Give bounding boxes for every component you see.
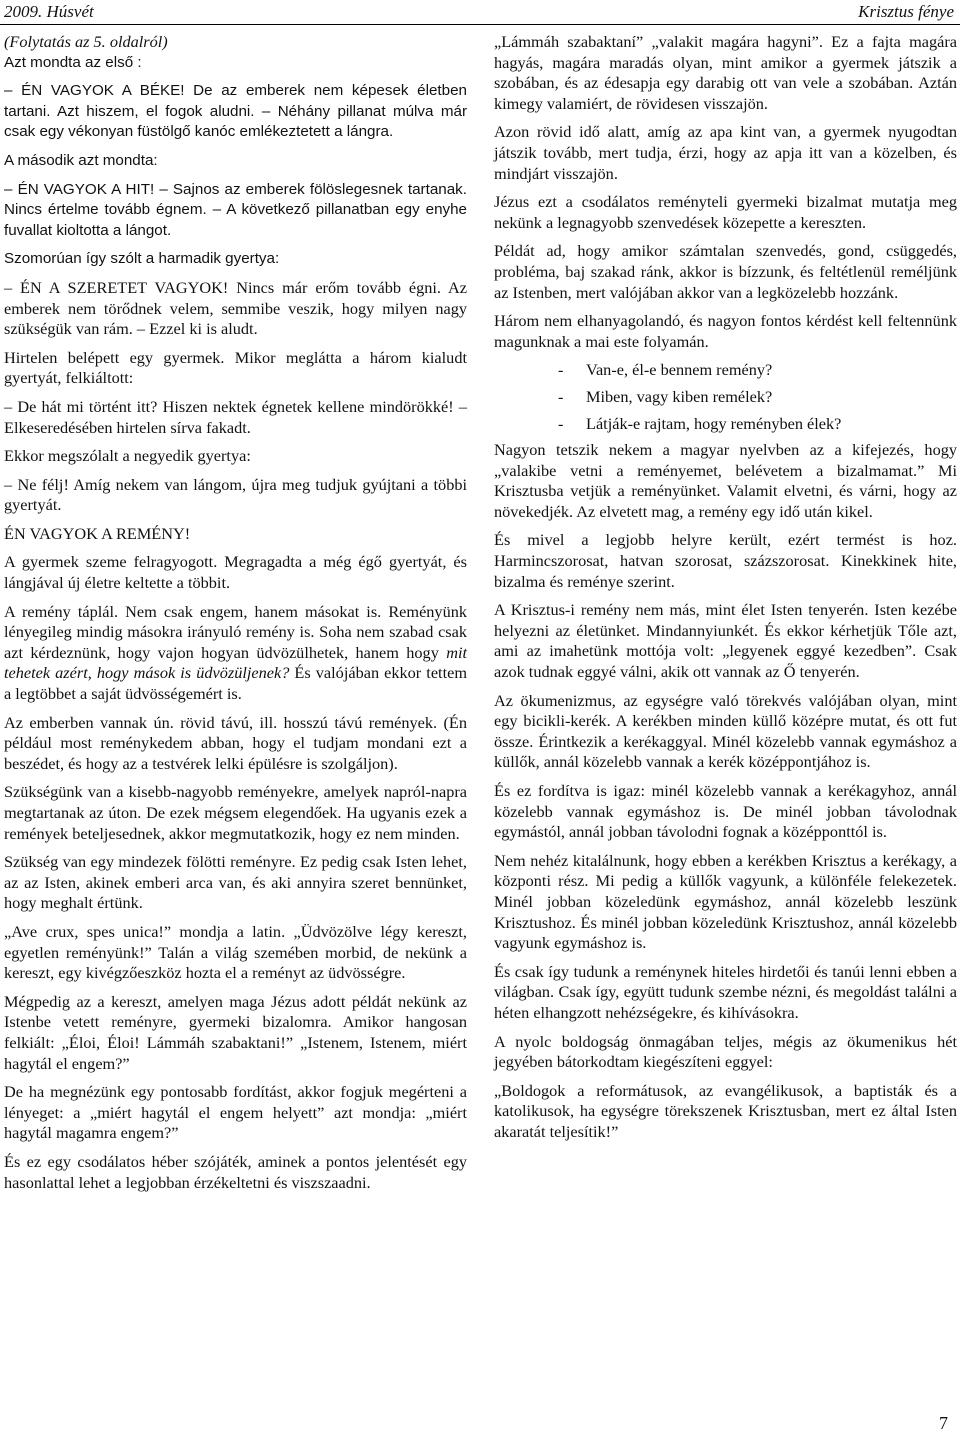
issue-label: 2009. Húsvét: [4, 2, 94, 21]
right-column: [494, 32, 957, 1151]
paragraph: A gyermek szeme felragyogott. Megragadta a még égő gyertyát, és lángjával új életre keltette a többit.: [4, 552, 467, 593]
paragraph: És csak így tudunk a reménynek hiteles hirdetői és tanúi lenni ebben a világban. Csak így, együtt tudunk szembe nézni, és megoldást találni a héten elhangzott nehézségekre, és kihívásokra.: [494, 961, 957, 1022]
paragraph: És mivel a legjobb helyre került, ezért termést is hoz. Harmincszorosat, hatvan szorosat, százszorosat. Kinekkinek hite, bizalma és reménye szerint.: [494, 530, 957, 591]
paragraph: Szükség van egy mindezek fölötti reményre. Ez pedig csak Isten lehet, az az Isten, akinek emberi arca van, és aki annyira szeret bennünket, hogy meghalt értünk.: [4, 852, 467, 913]
paragraph: De ha megnézünk egy pontosabb fordítást, akkor fogjuk megérteni a lényeget: a „miért hagytál el engem helyett” azt mondja: „miért hagytál magamra engem?”: [4, 1082, 467, 1143]
paragraph: Nagyon tetszik nekem a magyar nyelvben az a kifejezés, hogy „valakibe vetni a reményemet, belévetem a bizalmamat.” Mi Krisztusba vetjük a reményünket. Valamit elvetni, és várni, hogy az növekedjék. Az elvetett mag, a remény egy idő után kikel.: [494, 440, 957, 521]
paragraph: Mégpedig az a kereszt, amelyen maga Jézus adott példát nekünk az Istenbe vetett reményre, gyermeki bizalomra. Amikor hangosan felkiált: „Éloi, Éloi! Lámmáh szabaktani!” „Istenem, Istenem, miért hagytál el engem?”: [4, 991, 467, 1073]
paragraph: – De hát mi történt itt? Hiszen nektek égnetek kellene mindörökké! – Elkeseredésében hirtelen sírva fakadt.: [4, 396, 467, 437]
paragraph: Az emberben vannak ún. rövid távú, ill. hosszú távú remények. (Én például most reménykedem abban, hogy el tudjam mondani ezt a beszédet, és hogy az a testvérek lelki épülésre is szolgáljon).: [4, 712, 467, 773]
paragraph: „Boldogok a reformátusok, az evangélikusok, a baptisták és a katolikusok, ha egységre törekszenek Krisztusban, mert ez által Isten akaratát teljesítik!”: [494, 1080, 957, 1141]
paragraph: „Lámmáh szabaktaní” „valakit magára hagyni”. Ez a fajta magára hagyás, magára maradás olyan, mint amikor a gyermek játszik a szobában, és az édesapja egy darabig ott van vele a szobában. Aztán kimegy valamiért, de rövidesen visszajön.: [494, 32, 957, 113]
paragraph: És ez fordítva is igaz: minél közelebb vannak a kerékagyhoz, annál közelebb vannak egymáshoz is. De minél jobban távolodnak egymástól, annál jobban távolodni fognak a középponttól is.: [494, 781, 957, 842]
question-item: - Miben, vagy kiben remélek?: [558, 386, 773, 406]
paragraph: És ez egy csodálatos héber szójáték, aminek a pontos jelentését egy hasonlattal lehet a legjobban érzékeltetni és viszszaadni.: [4, 1151, 467, 1192]
paragraph: A nyolc boldogság önmagában teljes, mégis az ökumenikus hét jegyében bátorkodtam kiegészíteni eggyel:: [494, 1031, 957, 1072]
header-rule: [0, 24, 960, 25]
paragraph: Szükségünk van a kisebb-nagyobb reményekre, amelyek napról-napra megtartanak az úton. De ezek mégsem elegendőek. Ha ugyanis ezek a remények beteljesednek, akkor megmutatkozik, hogy ez nem minden.: [4, 782, 467, 843]
paragraph: – ÉN VAGYOK A BÉKE! De az emberek nem képesek életben tartani. Azt hiszem, el fogok aludni. – Néhány pillanat múlva már csak egy vékonyan füstölgő kanóc emlékeztetett a lángra.: [4, 82, 467, 141]
paragraph: Azt mondta az első :: [4, 53, 142, 71]
paragraph: – ÉN VAGYOK A HIT! – Sajnos az emberek fölöslegesnek tartanak. Nincs értelme tovább égnem. – A következő pillanatban egy enyhe fuvallat kioltotta a lángot.: [4, 180, 467, 239]
paragraph: Az ökumenizmus, az egységre való törekvés valójában olyan, mint egy bicikli-kerék. A kerékben minden küllő középre mutat, és ott fut össze. Érintkezik a kerékaggyal. Minél közelebb vannak egymáshoz a küllők, annál közelebb vannak a kerék középpontjához is.: [494, 690, 957, 772]
page-number: 7: [939, 1413, 948, 1433]
paragraph: ÉN VAGYOK A REMÉNY!: [4, 523, 191, 543]
paragraph: Hirtelen belépett egy gyermek. Mikor meglátta a három kialudt gyertyát, felkiáltott:: [4, 347, 467, 388]
left-column: [4, 32, 467, 1201]
paragraph: Nem nehéz kitalálnunk, hogy ebben a kerékben Krisztus a kerékagy, a központi rész. Mi pedig a küllők vagyunk, a különféle felekezetek. Minél jobban közeledünk egymáshoz, annál közelebb leszünk Krisztushoz. És minél jobban közeledünk Krisztushoz, annál közelebb vagyunk egymáshoz is.: [494, 850, 957, 953]
paragraph: Ekkor megszólalt a negyedik gyertya:: [4, 446, 251, 466]
paragraph: A második azt mondta:: [4, 151, 158, 169]
paragraph: Jézus ezt a csodálatos reményteli gyermeki bizalmat mutatja meg nekünk a legnagyobb szenvedések közepette a kereszten.: [494, 192, 957, 232]
paragraph: A remény táplál. Nem csak engem, hanem másokat is. Reményünk lényegileg mindig másokra irányuló remény is. Soha nem szabad csak azt kérdeznünk, hogy vajon hogyan üdvözülhetek, hanem hogy mit tehetek azért, hogy mások is üdvözüljenek? És valójában ekkor tettem a legtöbbet a saját üdvösségemért is.: [4, 601, 467, 704]
paragraph: – Ne félj! Amíg nekem van lángom, újra meg tudjuk gyújtani a többi gyertyát.: [4, 474, 467, 515]
continuation-note: (Folytatás az 5. oldalról): [4, 32, 168, 51]
question-item: - Látják-e rajtam, hogy reményben élek?: [558, 413, 842, 433]
paragraph: Szomorúan így szólt a harmadik gyertya:: [4, 250, 280, 268]
question-item: - Van-e, él-e bennem remény?: [558, 360, 773, 380]
paragraph: A Krisztus-i remény nem más, mint élet Isten tenyerén. Isten kezébe helyezni az életünket. Mindannyiunkét. És ekkor kérhetjük Tőle azt, ami az imahetünk mottója volt: „legyenek eggyé kezedben”. Csak azok tudnak eggyé válni, akik ott vannak az Ő tenyerén.: [494, 600, 957, 682]
publication-title: Krisztus fénye: [858, 2, 954, 21]
paragraph: – ÉN A SZERETET VAGYOK! Nincs már erőm tovább égni. Az emberek nem törődnek velem, semmibe veszik, hogy milyen nagy szükségük van rám. – Ezzel ki is aludt.: [4, 277, 467, 339]
paragraph: „Ave crux, spes unica!” mondja a latin. „Üdvözölve légy kereszt, egyetlen reményünk!” Talán a világ szemében morbid, de nekünk a kereszt, egy kivégzőeszköz hozta el a reményt az üdvösségre.: [4, 921, 467, 983]
paragraph: Példát ad, hogy amikor számtalan szenvedés, gond, csüggedés, probléma, baj szakad ránk, akkor is bízzunk, és feltétlenül reméljünk az Istenben, mert valójában akkor van a legközelebb hozzánk.: [494, 241, 957, 302]
paragraph: Három nem elhanyagolandó, és nagyon fontos kérdést kell feltennünk magunknak a mai este folyamán.: [494, 311, 957, 351]
paragraph: Azon rövid idő alatt, amíg az apa kint van, a gyermek nyugodtan játszik tovább, mert tudja, érzi, hogy az apja itt van a közelben, és mindjárt visszajön.: [494, 122, 957, 183]
